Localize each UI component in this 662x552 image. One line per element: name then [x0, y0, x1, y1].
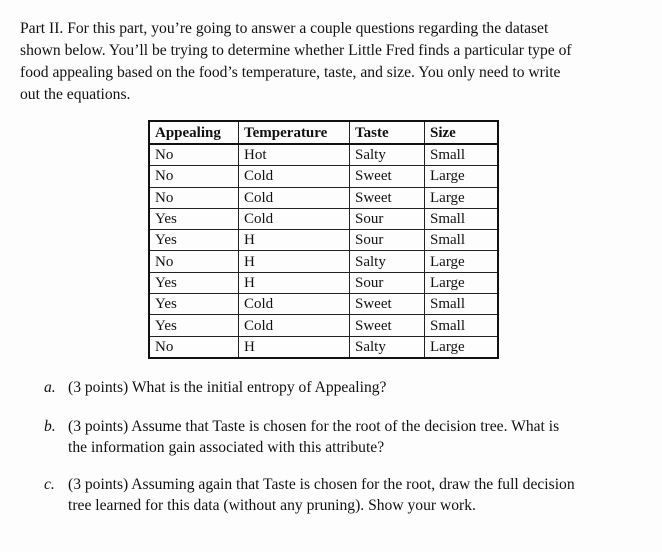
cell-taste: Salty	[350, 144, 425, 166]
header-temperature: Temperature	[239, 121, 350, 144]
cell-appealing: No	[149, 251, 239, 272]
cell-temperature: H	[239, 336, 350, 358]
cell-appealing: Yes	[149, 272, 239, 293]
table-row	[149, 251, 498, 272]
cell-temperature: Cold	[239, 166, 350, 187]
cell-taste: Salty	[350, 251, 425, 272]
question-letter: a.	[44, 379, 56, 396]
dataset-table	[148, 120, 499, 359]
cell-size: Small	[425, 208, 499, 229]
table-header-row	[149, 121, 498, 144]
cell-temperature: Cold	[239, 294, 350, 315]
cell-temperature: Hot	[239, 144, 350, 166]
question-text	[68, 416, 638, 458]
question-line: the information gain associated with this attribute?	[68, 439, 385, 456]
table-row	[149, 294, 498, 315]
cell-size: Large	[425, 187, 499, 208]
question-text	[68, 474, 638, 516]
intro-line: out the equations.	[20, 86, 131, 103]
cell-size: Small	[425, 144, 499, 166]
header-size: Size	[425, 121, 499, 144]
cell-temperature: Cold	[239, 187, 350, 208]
cell-temperature: Cold	[239, 208, 350, 229]
cell-taste: Sweet	[350, 294, 425, 315]
header-taste: Taste	[350, 121, 425, 144]
cell-temperature: Cold	[239, 315, 350, 336]
cell-size: Small	[425, 230, 499, 251]
cell-taste: Sour	[350, 230, 425, 251]
intro-paragraph	[20, 18, 640, 106]
cell-appealing: No	[149, 187, 239, 208]
cell-temperature: H	[239, 251, 350, 272]
intro-line: Part II. For this part, you’re going to answer a couple questions regarding the dataset	[20, 20, 549, 37]
table-row	[149, 272, 498, 293]
table-row	[149, 315, 498, 336]
cell-taste: Sweet	[350, 166, 425, 187]
cell-taste: Salty	[350, 336, 425, 358]
cell-appealing: Yes	[149, 208, 239, 229]
table-row	[149, 208, 498, 229]
table-row	[149, 166, 498, 187]
cell-size: Small	[425, 294, 499, 315]
question-line: (3 points) Assuming again that Taste is chosen for the root, draw the full decision	[68, 476, 575, 493]
cell-size: Large	[425, 336, 499, 358]
cell-size: Large	[425, 272, 499, 293]
cell-size: Large	[425, 166, 499, 187]
cell-size: Large	[425, 251, 499, 272]
table-row	[149, 336, 498, 358]
question-line: tree learned for this data (without any pruning). Show your work.	[68, 497, 476, 514]
table-row	[149, 144, 498, 166]
cell-taste: Sour	[350, 208, 425, 229]
cell-appealing: No	[149, 336, 239, 358]
question-letter: c.	[44, 476, 55, 493]
cell-taste: Sweet	[350, 315, 425, 336]
table-row	[149, 230, 498, 251]
question-line: (3 points) What is the initial entropy of Appealing?	[68, 379, 387, 396]
intro-line: shown below. You’ll be trying to determine whether Little Fred finds a particular type of	[20, 42, 572, 59]
question-text	[68, 377, 638, 398]
cell-temperature: H	[239, 230, 350, 251]
cell-size: Small	[425, 315, 499, 336]
cell-appealing: No	[149, 144, 239, 166]
cell-temperature: H	[239, 272, 350, 293]
cell-taste: Sour	[350, 272, 425, 293]
cell-appealing: Yes	[149, 230, 239, 251]
table-row	[149, 187, 498, 208]
cell-appealing: No	[149, 166, 239, 187]
intro-line: food appealing based on the food’s temperature, taste, and size. You only need to write	[20, 64, 561, 81]
header-appealing: Appealing	[149, 121, 239, 144]
cell-taste: Sweet	[350, 187, 425, 208]
cell-appealing: Yes	[149, 294, 239, 315]
question-letter: b.	[44, 418, 56, 435]
cell-appealing: Yes	[149, 315, 239, 336]
question-line: (3 points) Assume that Taste is chosen for the root of the decision tree. What is	[68, 418, 560, 435]
